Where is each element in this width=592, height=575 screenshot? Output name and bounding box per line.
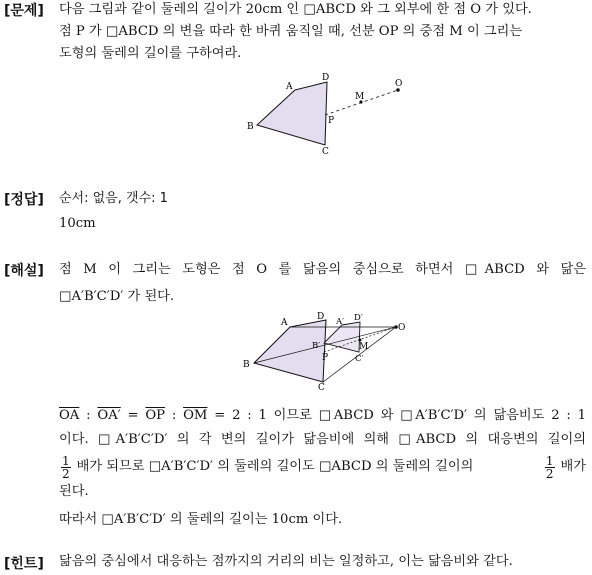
explanation-ratio-line — [59, 405, 586, 427]
problem-line-1: 다음 그림과 같이 둘레의 길이가 20cm 인 □ABCD 와 그 외부에 한 점 O 가 있다. — [59, 2, 532, 17]
label-p: P — [328, 116, 335, 126]
explanation-intro-1: 점 M 이 그리는 도형은 점 O 를 닮음의 중심으로 하면서 □ABCD 와 닮은 — [59, 262, 586, 277]
explanation-line-3 — [59, 453, 586, 481]
explanation-line-2: 이다. □A′B′C′D′ 의 각 변의 길이가 닮음비에 의해 □ABCD 의 대응변의 길이의 — [59, 432, 586, 447]
label-c: C — [318, 383, 325, 392]
explanation-tag: [해설] — [4, 263, 44, 279]
label-b-prime: B′ — [312, 341, 321, 351]
ratio-eq: = — [120, 408, 146, 423]
explanation-intro-2: □A′B′C′D′ 가 된다. — [59, 289, 175, 304]
label-c: C — [322, 147, 329, 157]
label-o: O — [398, 323, 406, 333]
ratio-colon-2: : — [165, 408, 184, 423]
label-d-prime: D′ — [354, 313, 363, 323]
ratio-op: $\overline{OP}$ — [145, 408, 166, 423]
explanation-figure — [238, 310, 413, 392]
label-p: P — [322, 353, 329, 363]
fraction-half-1: $\frac{1}{2}$ — [62, 453, 70, 481]
answer-body — [59, 188, 586, 235]
explanation-body — [59, 405, 586, 531]
explanation-line-3-a: 배가 되므로 □A′B′C′D′ 의 둘레의 길이도 □ABCD 의 둘레의 길이의 — [76, 459, 474, 474]
problem-figure — [240, 70, 410, 165]
label-m: M — [355, 92, 365, 102]
ratio-oa-prime: OA′ — [97, 408, 121, 423]
label-a: A — [281, 318, 288, 328]
ratio-om: $\overline{OM}$ — [183, 408, 208, 423]
answer-meta: 순서: 없음, 갯수: 1 — [59, 191, 168, 206]
fraction-half-2: $\frac{1}{2}$ — [545, 453, 554, 481]
hint-text: 닮음의 중심에서 대응하는 점까지의 거리의 비는 일정하고, 이는 닮음비와 같다. — [59, 554, 513, 569]
explanation-line-4: 된다. — [59, 484, 89, 499]
ratio-tail: = 2 : 1 이므로 □ABCD 와 □A′B′C′D′ 의 닮음비도 2 : 1 — [207, 408, 587, 423]
problem-tag: [문제] — [4, 3, 44, 19]
answer-value: 10cm — [59, 216, 96, 231]
label-d: D — [322, 73, 330, 83]
explanation-conclusion: 따라서 □A′B′C′D′ 의 둘레의 길이는 10cm 이다. — [59, 512, 343, 527]
hint-tag: [힌트] — [4, 556, 44, 572]
explanation-line-3-b: 배가 — [560, 459, 586, 474]
answer-tag: [정답] — [4, 192, 44, 208]
ratio-oa: $\overline{OA}$ — [59, 408, 80, 423]
ratio-colon-1: : — [79, 408, 98, 423]
label-o: O — [395, 79, 403, 89]
label-a-prime: A′ — [336, 317, 345, 327]
problem-line-3: 도형의 둘레의 길이를 구하여라. — [59, 46, 242, 61]
problem-line-2: 점 P 가 □ABCD 의 변을 따라 한 바퀴 움직일 때, 선분 OP 의 중점 M 이 그리는 — [59, 24, 523, 39]
label-b: B — [247, 122, 254, 132]
label-b: B — [243, 360, 250, 370]
label-m: M — [359, 342, 369, 352]
label-a: A — [286, 82, 293, 92]
label-d: D — [317, 312, 325, 322]
explanation-intro — [59, 259, 586, 308]
label-c-prime: C′ — [355, 354, 364, 364]
problem-text — [59, 0, 586, 65]
quadrilateral-abcd — [254, 320, 329, 382]
